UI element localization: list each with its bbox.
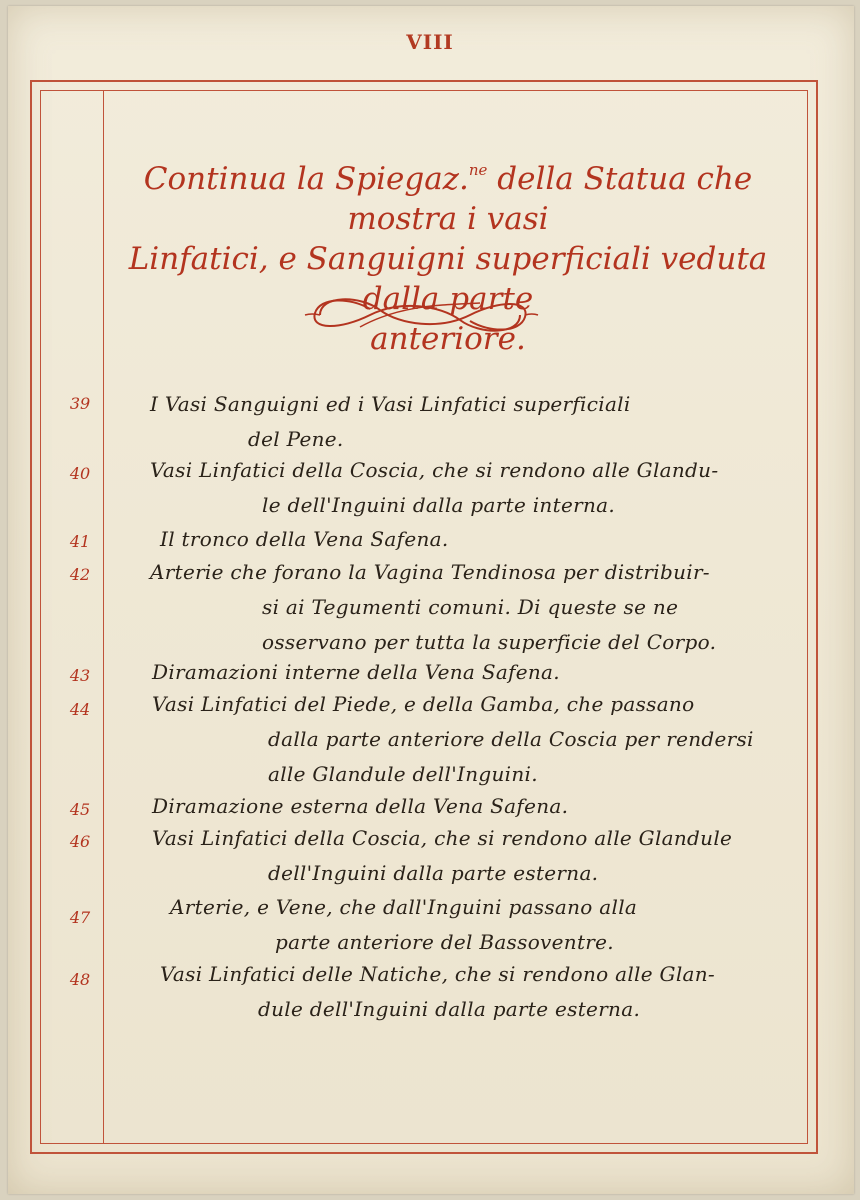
entry-text-line: Vasi Linfatici della Coscia, che si rendono alle Glandule [152,826,733,850]
calligraphic-flourish-ornament [300,285,540,345]
entry-number: 40 [69,464,91,483]
title-line-3: anteriore. [370,321,526,357]
entry-text-line: alle Glandule dell'Inguini. [268,762,538,786]
entry-text-line: Arterie, e Vene, che dall'Inguini passano alla [170,895,638,919]
title-line-1a: Continua la Spiegaz. [143,161,469,197]
entry-text-line: osservano per tutta la superficie del Corpo. [262,630,717,654]
entry-text-line: I Vasi Sanguigni ed i Vasi Linfatici superficiali [150,392,631,416]
entry-text-line: si ai Tegumenti comuni. Di queste se ne [262,595,679,619]
entry-text-line: le dell'Inguini dalla parte interna. [262,493,616,517]
entry-text-line: Vasi Linfatici della Coscia, che si rendono alle Glandu- [150,458,719,482]
title-line-2: Linfatici, e Sanguigni superficiali veduta dalla parte [128,241,768,317]
entry-number: 44 [69,700,91,719]
entry-number: 48 [69,970,91,989]
entry-text-line: Arterie che forano la Vagina Tendinosa per distribuir- [150,560,710,584]
margin-rule [103,90,104,1144]
entry-number: 42 [69,565,91,584]
title-line-1b: della Statua che mostra i vasi [347,161,753,237]
entry-number: 45 [69,800,91,819]
entry-text-line: Diramazione esterna della Vena Safena. [152,794,569,818]
entry-text-line: parte anteriore del Bassoventre. [275,930,614,954]
entry-text-line: Diramazioni interne della Vena Safena. [152,660,560,684]
entry-number: 46 [69,832,91,851]
entry-number: 39 [69,394,91,413]
title-superscript: ne [468,161,488,179]
entry-text-line: dell'Inguini dalla parte esterna. [268,861,599,885]
entry-text-line: Il tronco della Vena Safena. [160,527,449,551]
entry-text-line: del Pene. [248,427,344,451]
page-number: VIII [406,30,454,54]
entry-text-line: Vasi Linfatici delle Natiche, che si rendono alle Glan- [160,962,715,986]
entry-number: 41 [69,532,91,551]
title-line-1 [108,150,788,239]
entry-text-line: Vasi Linfatici del Piede, e della Gamba, che passano [152,692,695,716]
entry-number: 43 [69,666,91,685]
entry-number: 47 [69,908,91,927]
entry-text-line: dule dell'Inguini dalla parte esterna. [258,997,641,1021]
entry-text-line: dalla parte anteriore della Coscia per rendersi [268,727,754,751]
